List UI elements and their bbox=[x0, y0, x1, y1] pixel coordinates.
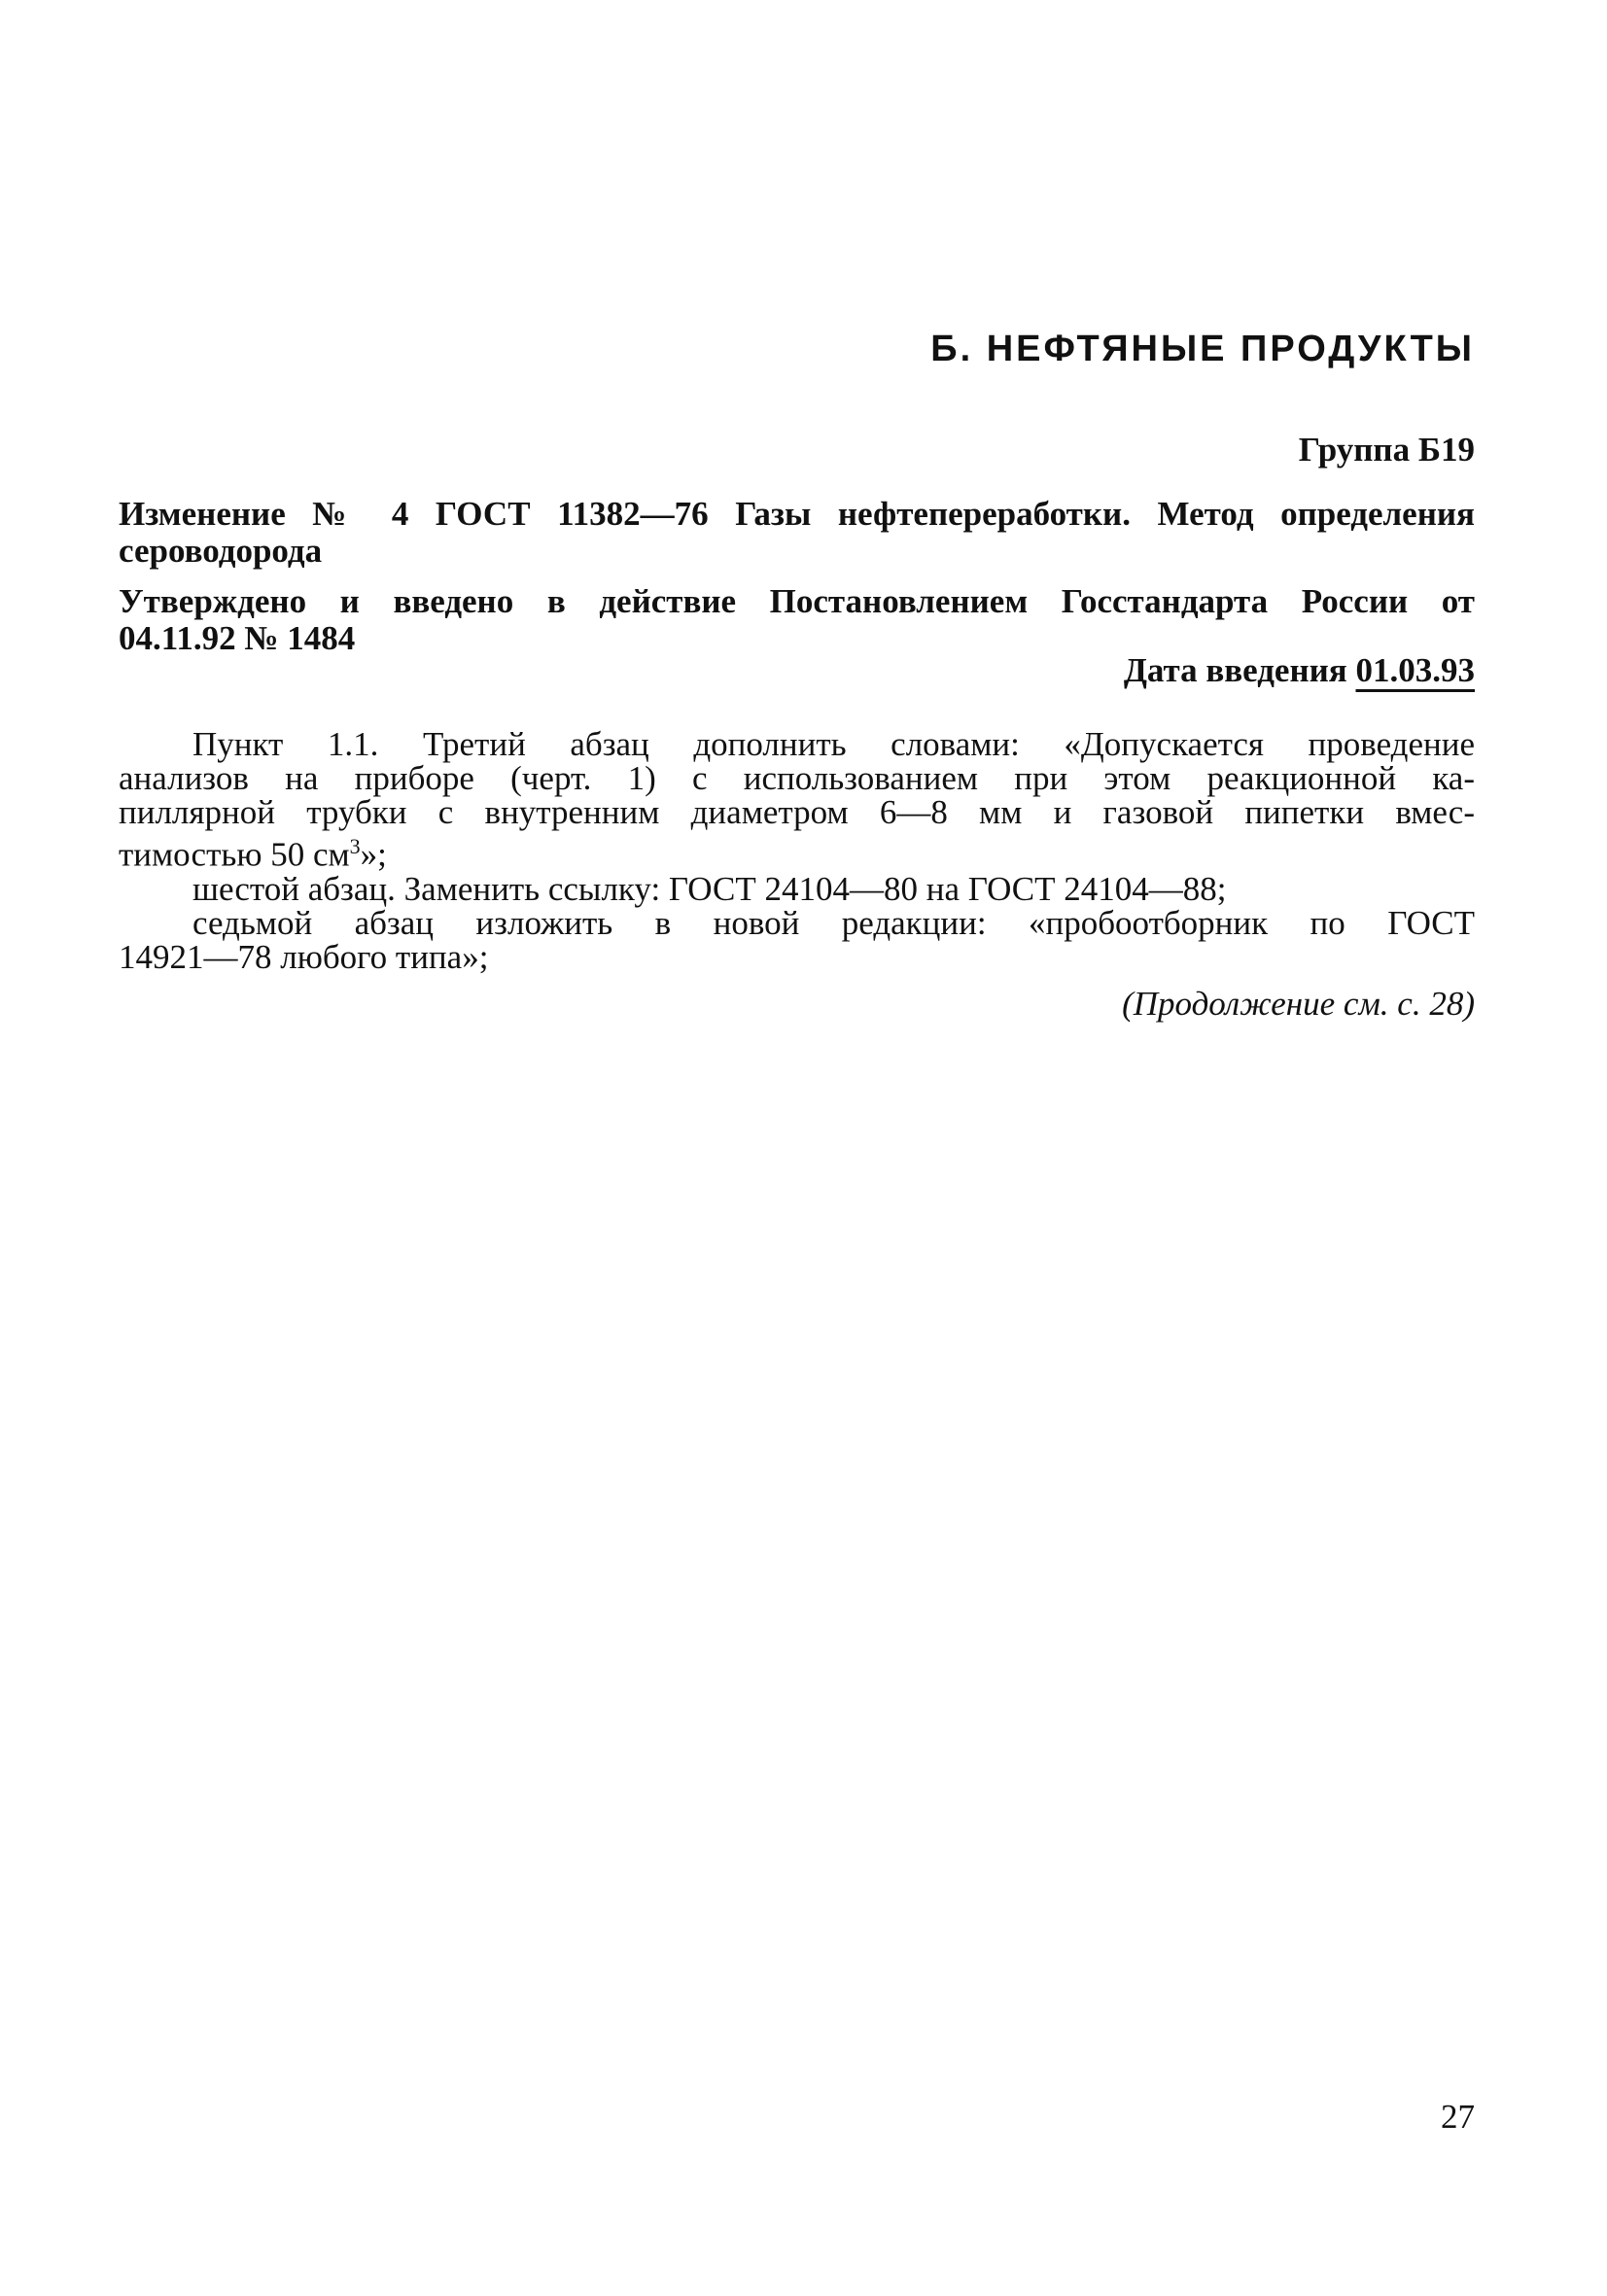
body-line-end: »; bbox=[360, 835, 387, 874]
body-line: анализов на приборе (черт. 1) с использованием при этом реакционной ка- bbox=[119, 759, 1475, 797]
page-number: 27 bbox=[1441, 2098, 1475, 2136]
body-line: седьмой абзац изложить в новой редакции: «пробоотборник по ГОСТ bbox=[192, 903, 1475, 942]
body-line bbox=[119, 829, 1475, 872]
effective-date-label: Дата введения bbox=[1123, 651, 1356, 689]
continuation-note: (Продолжение см. с. 28) bbox=[1122, 985, 1475, 1023]
amendment-title-line-2: сероводорода bbox=[119, 532, 323, 570]
section-heading: Б. НЕФТЯНЫЕ ПРОДУКТЫ bbox=[930, 329, 1475, 369]
body-line-text: тимостью 50 см bbox=[119, 835, 350, 874]
amendment-body bbox=[119, 727, 1475, 974]
effective-date-value: 01.03.93 bbox=[1355, 651, 1475, 689]
approval-statement bbox=[119, 583, 1475, 657]
body-line: пиллярной трубки с внутренним диаметром 6—8 мм и газовой пипетки вмес- bbox=[119, 793, 1475, 831]
superscript: 3 bbox=[349, 834, 361, 858]
body-line: шестой абзац. Заменить ссылку: ГОСТ 24104—80 на ГОСТ 24104—88; bbox=[192, 869, 1227, 908]
amendment-title bbox=[119, 496, 1475, 570]
amendment-title-line-1: Изменение № 4 ГОСТ 11382—76 Газы нефтепереработки. Метод определения bbox=[119, 495, 1475, 533]
body-line: 14921—78 любого типа»; bbox=[119, 937, 489, 976]
group-label: Группа Б19 bbox=[1298, 431, 1475, 469]
approval-line-1: Утверждено и введено в действие Постановлением Госстандарта России от bbox=[119, 582, 1475, 620]
effective-date bbox=[1124, 651, 1475, 690]
approval-line-2: 04.11.92 № 1484 bbox=[119, 619, 356, 657]
body-line: Пункт 1.1. Третий абзац дополнить словами: «Допускается проведение bbox=[192, 725, 1475, 763]
